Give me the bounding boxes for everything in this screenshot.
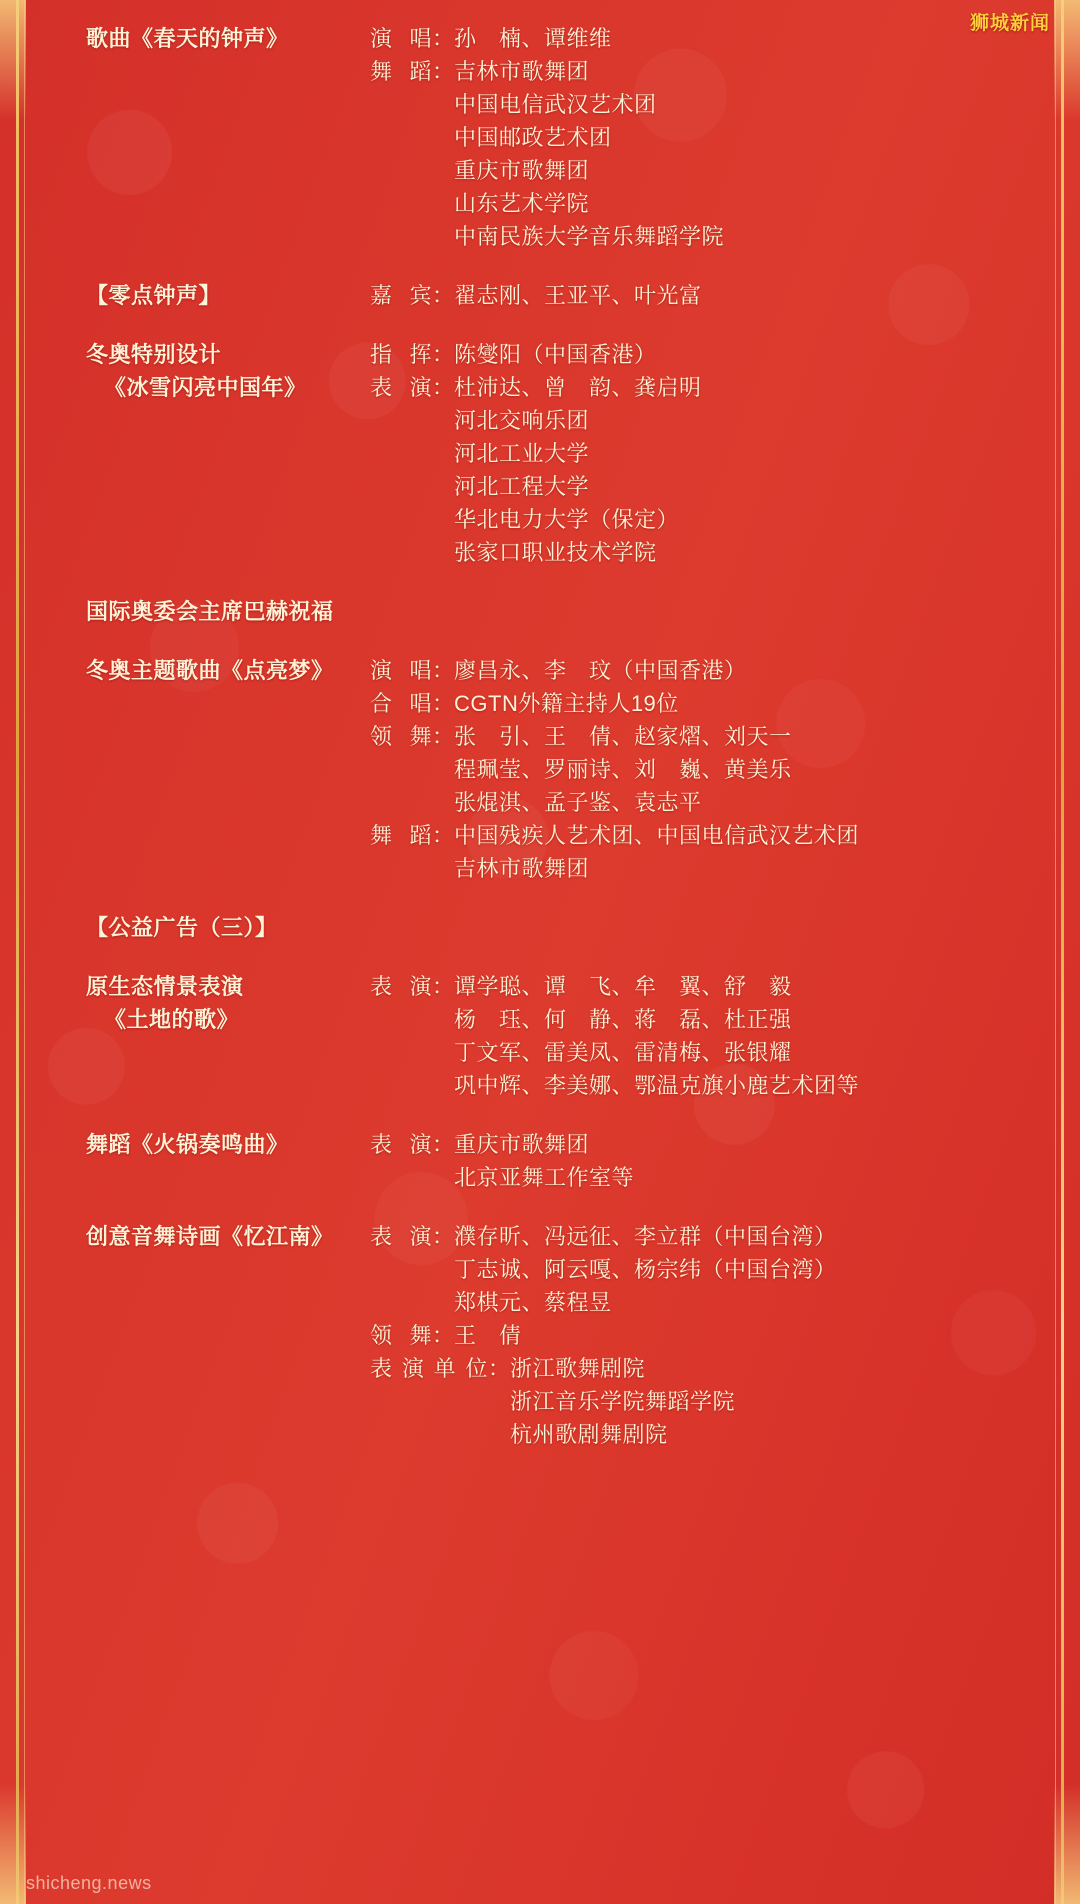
program-row [40, 338, 1040, 569]
program-title-line: 冬奥主题歌曲《点亮梦》 [86, 658, 334, 683]
program-credits-cell [370, 654, 1040, 885]
credit-value: 杜沛达、曾 韵、龚启明 [454, 375, 702, 400]
credit-line [370, 786, 1040, 819]
credit-colon: ： [432, 26, 455, 51]
credit-value: 河北工程大学 [454, 474, 590, 499]
credit-line [370, 852, 1040, 885]
credit-role-label [370, 1385, 488, 1418]
credit-value: 杭州歌剧舞剧院 [510, 1422, 668, 1447]
credit-value: 浙江音乐学院舞蹈学院 [510, 1389, 736, 1414]
credit-colon: ： [432, 974, 455, 999]
credit-value: CGTN外籍主持人19位 [454, 691, 679, 716]
credit-value: 华北电力大学（保定） [454, 507, 680, 532]
credit-line [370, 1352, 1040, 1385]
credit-value: 郑棋元、蔡程昱 [454, 1290, 612, 1315]
credit-line [370, 1161, 1040, 1194]
program-title-line: 【零点钟声】 [86, 283, 222, 308]
credit-line [370, 187, 1040, 220]
credit-line [370, 753, 1040, 786]
corner-ornament-bottom-right [1054, 1784, 1080, 1904]
credit-role-label [370, 1069, 432, 1102]
credit-value: 孙 楠、谭维维 [454, 26, 612, 51]
program-title-cell [40, 338, 370, 404]
credit-role-label [370, 852, 432, 885]
credit-value: 吉林市歌舞团 [454, 856, 590, 881]
program-row [40, 1220, 1040, 1451]
program-row [40, 1128, 1040, 1194]
credit-value: 王 倩 [454, 1323, 522, 1348]
credit-line [370, 687, 1040, 720]
credit-line [370, 338, 1040, 371]
credit-line [370, 121, 1040, 154]
credit-line [370, 437, 1040, 470]
credit-role-label [370, 187, 432, 220]
program-row [40, 22, 1040, 253]
credit-role-label: 舞蹈 [370, 59, 432, 84]
program-credits-cell [370, 338, 1040, 569]
credit-value: 陈燮阳（中国香港） [454, 342, 657, 367]
credit-value: 张焜淇、孟子鉴、袁志平 [454, 790, 702, 815]
credit-line [370, 88, 1040, 121]
credit-value: 廖昌永、李 玟（中国香港） [454, 658, 747, 683]
credit-role-label [370, 88, 432, 121]
credit-role-label: 指挥 [370, 342, 432, 367]
credit-line [370, 1003, 1040, 1036]
credit-role-label [370, 1418, 488, 1451]
credit-value: 中国残疾人艺术团、中国电信武汉艺术团 [454, 823, 860, 848]
program-title-cell [40, 595, 370, 628]
credit-value: 濮存昕、冯远征、李立群（中国台湾） [454, 1224, 837, 1249]
credit-role-label [370, 404, 432, 437]
program-credits-cell [370, 279, 1040, 312]
credit-colon: ： [432, 1132, 455, 1157]
credit-role-label [370, 220, 432, 253]
credit-value: 谭学聪、谭 飞、牟 翼、舒 毅 [454, 974, 792, 999]
credit-colon: ： [432, 823, 455, 848]
program-row [40, 970, 1040, 1102]
credit-role-label [370, 1036, 432, 1069]
credit-line [370, 503, 1040, 536]
credit-line [370, 279, 1040, 312]
credit-line [370, 819, 1040, 852]
credit-role-label [370, 121, 432, 154]
credit-role-label [370, 437, 432, 470]
credit-colon: ： [488, 1356, 511, 1381]
credit-role-label [370, 1286, 432, 1319]
program-row [40, 279, 1040, 312]
credit-value: 山东艺术学院 [454, 191, 590, 216]
credit-role-label: 嘉宾 [370, 283, 432, 308]
credit-line [370, 470, 1040, 503]
credit-role-label: 合唱 [370, 691, 432, 716]
program-credits-cell [370, 1128, 1040, 1194]
credit-value: 丁文军、雷美凤、雷清梅、张银耀 [454, 1040, 792, 1065]
credit-role-label [370, 786, 432, 819]
credit-value: 中国电信武汉艺术团 [454, 92, 657, 117]
credit-line [370, 720, 1040, 753]
credit-role-label: 表演 [370, 974, 432, 999]
credit-line [370, 1128, 1040, 1161]
credit-value: 丁志诚、阿云嘎、杨宗纬（中国台湾） [454, 1257, 837, 1282]
program-row [40, 911, 1040, 944]
credit-role-label: 演唱 [370, 26, 432, 51]
credit-colon: ： [432, 375, 455, 400]
credit-role-label [370, 1003, 432, 1036]
program-list [0, 22, 1080, 1477]
credit-role-label [370, 753, 432, 786]
credit-role-label [370, 1253, 432, 1286]
program-title-line: 《土地的歌》 [104, 1007, 240, 1032]
credit-role-label: 表演 [370, 1132, 432, 1157]
credit-role-label: 舞蹈 [370, 823, 432, 848]
credit-line [370, 404, 1040, 437]
program-row [40, 595, 1040, 628]
program-title-line: 《冰雪闪亮中国年》 [104, 375, 307, 400]
credit-value: 重庆市歌舞团 [454, 158, 590, 183]
program-title-cell [40, 1220, 370, 1253]
program-credits-cell [370, 22, 1040, 253]
credit-line [370, 1385, 1040, 1418]
site-watermark-top: 狮城新闻 [969, 13, 1050, 34]
credit-value: 张 引、王 倩、赵家熠、刘天一 [454, 724, 792, 749]
credit-line [370, 22, 1040, 55]
credit-colon: ： [432, 724, 455, 749]
credit-value: 程珮莹、罗丽诗、刘 巍、黄美乐 [454, 757, 792, 782]
credit-value: 河北交响乐团 [454, 408, 590, 433]
credit-colon: ： [432, 1323, 455, 1348]
credit-line [370, 1069, 1040, 1102]
program-title-line: 舞蹈《火锅奏鸣曲》 [86, 1132, 289, 1157]
credit-line [370, 154, 1040, 187]
credit-line [370, 1253, 1040, 1286]
site-watermark-bottom: shicheng.news [26, 1873, 152, 1893]
program-title-cell [40, 654, 370, 687]
credit-colon: ： [432, 1224, 455, 1249]
credit-line [370, 1319, 1040, 1352]
credit-role-label: 领舞 [370, 1323, 432, 1348]
credit-colon: ： [432, 342, 455, 367]
credit-line [370, 1286, 1040, 1319]
credit-role-label [370, 536, 432, 569]
credit-role-label: 表演 [370, 375, 432, 400]
program-title-line: 歌曲《春天的钟声》 [86, 26, 289, 51]
credit-role-label: 表演 [370, 1224, 432, 1249]
program-title-line: 创意音舞诗画《忆江南》 [86, 1224, 334, 1249]
credit-line [370, 536, 1040, 569]
credit-value: 河北工业大学 [454, 441, 590, 466]
credit-line [370, 970, 1040, 1003]
program-credits-cell [370, 970, 1040, 1102]
credit-value: 浙江歌舞剧院 [510, 1356, 646, 1381]
credit-value: 翟志刚、王亚平、叶光富 [454, 283, 702, 308]
credit-line [370, 1220, 1040, 1253]
credit-role-label [370, 503, 432, 536]
credit-value: 张家口职业技术学院 [454, 540, 657, 565]
program-credits-cell [370, 1220, 1040, 1451]
credit-role-label: 演唱 [370, 658, 432, 683]
credit-value: 中国邮政艺术团 [454, 125, 612, 150]
credit-colon: ： [432, 59, 455, 84]
credit-line [370, 220, 1040, 253]
credit-role-label: 表演单位 [370, 1356, 488, 1381]
credit-line [370, 654, 1040, 687]
credit-line [370, 1036, 1040, 1069]
program-title-line: 冬奥特别设计 [86, 342, 222, 367]
program-title-cell [40, 970, 370, 1036]
credit-line [370, 1418, 1040, 1451]
program-row [40, 654, 1040, 885]
credit-colon: ： [432, 283, 455, 308]
program-title-line: 【公益广告（三）】 [86, 915, 278, 940]
credit-role-label [370, 1161, 432, 1194]
credit-value: 巩中辉、李美娜、鄂温克旗小鹿艺术团等 [454, 1073, 860, 1098]
program-title-line: 原生态情景表演 [86, 974, 244, 999]
credit-colon: ： [432, 658, 455, 683]
credit-line [370, 55, 1040, 88]
credit-value: 中南民族大学音乐舞蹈学院 [454, 224, 725, 249]
credit-value: 吉林市歌舞团 [454, 59, 590, 84]
program-title-cell [40, 1128, 370, 1161]
program-title-cell [40, 911, 370, 944]
credit-value: 重庆市歌舞团 [454, 1132, 590, 1157]
credit-role-label: 领舞 [370, 724, 432, 749]
credit-colon: ： [432, 691, 455, 716]
credit-role-label [370, 470, 432, 503]
corner-ornament-bottom-left [0, 1784, 26, 1904]
credit-line [370, 371, 1040, 404]
credit-role-label [370, 154, 432, 187]
program-title-cell [40, 279, 370, 312]
program-title-cell [40, 22, 370, 55]
program-title-line: 国际奥委会主席巴赫祝福 [86, 599, 334, 624]
credit-value: 杨 珏、何 静、蒋 磊、杜正强 [454, 1007, 792, 1032]
credit-value: 北京亚舞工作室等 [454, 1165, 635, 1190]
